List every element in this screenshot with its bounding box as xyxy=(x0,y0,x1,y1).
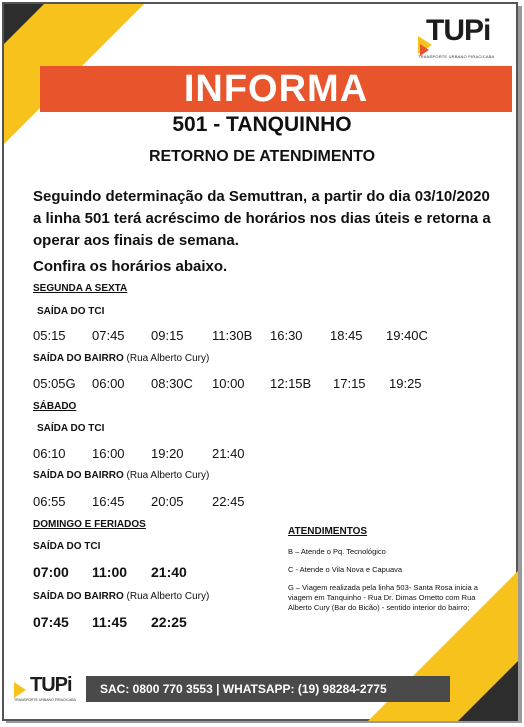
logo-text: TUPi xyxy=(426,14,491,47)
time-cell: 17:15 xyxy=(333,376,366,391)
bairro-label-text: SAÍDA DO BAIRRO xyxy=(33,353,124,364)
section-saturday: SÁBADO xyxy=(33,401,77,412)
time-cell: 16:30 xyxy=(270,328,303,343)
time-cell: 06:00 xyxy=(92,376,125,391)
atendimentos-title: ATENDIMENTOS xyxy=(288,526,368,537)
weekday-bairro-label xyxy=(33,353,209,364)
time-cell: 10:00 xyxy=(212,376,245,391)
informa-banner xyxy=(40,66,512,112)
confira-text: Confira os horários abaixo. xyxy=(33,258,228,275)
saturday-bairro-label xyxy=(33,470,209,481)
time-cell: 21:40 xyxy=(151,564,187,580)
corner-decoration-top-left-dark xyxy=(4,4,44,44)
time-cell: 07:45 xyxy=(92,328,125,343)
time-cell: 20:05 xyxy=(151,494,184,509)
subtitle: RETORNO DE ATENDIMENTO xyxy=(148,148,376,165)
time-cell: 11:45 xyxy=(92,614,128,630)
atendimento-item: C - Atende o Vila Nova e Capuava xyxy=(288,565,403,574)
atendimentos-box xyxy=(288,526,488,621)
time-cell: 12:15B xyxy=(270,376,312,391)
section-weekday: SEGUNDA A SEXTA xyxy=(33,283,128,294)
tupi-logo xyxy=(418,14,514,64)
footer-logo-arrow-icon xyxy=(14,682,26,698)
time-cell: 09:15 xyxy=(151,328,184,343)
time-cell: 07:00 xyxy=(33,564,69,580)
time-cell: 16:45 xyxy=(92,494,125,509)
time-cell: 19:20 xyxy=(151,446,184,461)
time-cell: 19:25 xyxy=(389,376,422,391)
bairro-note: (Rua Alberto Cury) xyxy=(126,353,210,364)
time-cell: 22:25 xyxy=(151,614,187,630)
time-cell: 11:30B xyxy=(212,328,253,343)
time-cell: 18:45 xyxy=(330,328,363,343)
time-cell: 22:45 xyxy=(212,494,245,509)
footer-logo xyxy=(10,672,86,706)
time-cell: 05:15 xyxy=(33,328,66,343)
logo-tagline: TRANSPORTE URBANO PIRACICABA xyxy=(418,54,495,59)
time-cell: 11:00 xyxy=(92,564,128,580)
sunday-bairro-label xyxy=(33,591,209,602)
line-title: 501 - TANQUINHO xyxy=(172,113,352,136)
saturday-tci-label: SAÍDA DO TCI xyxy=(37,423,105,434)
bairro-label-text: SAÍDA DO BAIRRO xyxy=(33,591,124,602)
corner-decoration-bottom-right-dark xyxy=(458,661,518,721)
sunday-tci-label: SAÍDA DO TCI xyxy=(33,541,101,552)
atendimento-item: G – Viagem realizada pela linha 503- Santa Rosa inicia a viagem em Tanquinho - Rua Dr. Dimas Ometto com Rua Alberto Cury (Bar do Bicão) - sentido interior do bairro; xyxy=(288,583,478,612)
footer-contact: SAC: 0800 770 3553 | WHATSAPP: (19) 98284-2775 xyxy=(100,682,387,696)
weekday-tci-label: SAÍDA DO TCI xyxy=(37,306,105,317)
footer-logo-tagline: TRANSPORTE URBANO PIRACICABA xyxy=(14,698,76,702)
banner-title: INFORMA xyxy=(183,68,369,110)
atendimento-item: B – Atende o Pq. Tecnológico xyxy=(288,547,386,556)
section-sunday: DOMINGO E FERIADOS xyxy=(33,519,146,530)
bairro-label-text: SAÍDA DO BAIRRO xyxy=(33,470,124,481)
time-cell: 21:40 xyxy=(212,446,245,461)
time-cell: 05:05G xyxy=(33,376,76,391)
time-cell: 16:00 xyxy=(92,446,125,461)
time-cell: 06:10 xyxy=(33,446,66,461)
intro-paragraph: Seguindo determinação da Semuttran, a partir do dia 03/10/2020 a linha 501 terá acréscimo de horários nos dias úteis e retorna a operar aos finais de semana. xyxy=(33,188,491,249)
time-cell: 19:40C xyxy=(386,328,428,343)
time-cell: 07:45 xyxy=(33,614,69,630)
bairro-note: (Rua Alberto Cury) xyxy=(126,470,210,481)
time-cell: 08:30C xyxy=(151,376,193,391)
footer-logo-text: TUPi xyxy=(30,674,72,696)
time-cell: 06:55 xyxy=(33,494,66,509)
bairro-note: (Rua Alberto Cury) xyxy=(126,591,210,602)
